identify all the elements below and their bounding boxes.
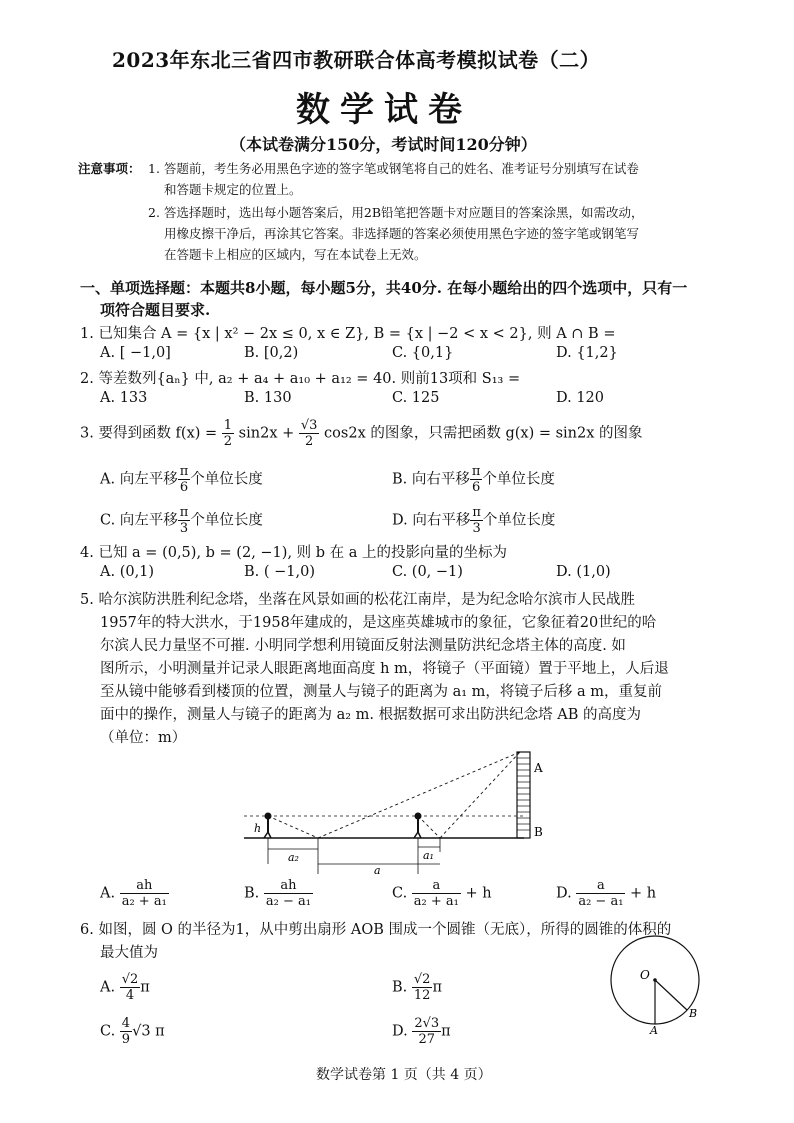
- radius-ob: [655, 980, 687, 1010]
- q2-option-d: D. 120: [556, 390, 605, 406]
- q1-option-b: B. [0,2): [244, 345, 299, 361]
- q6-option-a: [100, 972, 150, 1003]
- q6-d-label: D.: [392, 1023, 408, 1040]
- q5-d-den: a₂ − a₁: [578, 894, 624, 909]
- fig-label-h: h: [254, 822, 262, 835]
- q3-fraction-2: [299, 418, 320, 449]
- q5-a-fraction: [120, 878, 169, 909]
- q3-option-c: [100, 505, 263, 536]
- q3-d-pre: D. 向右平移: [392, 512, 471, 529]
- exam-title: 2023年东北三省四市教研联合体高考模拟试卷（二）: [112, 48, 601, 72]
- q2-stem: 2. 等差数列{aₙ} 中, a₂ + a₄ + a₁₀ + a₁₂ = 40. 则前13项和 S₁₃ =: [80, 371, 521, 387]
- q5-option-a: [100, 878, 169, 909]
- reflect-line-2: [440, 752, 520, 838]
- page-footer: 数学试卷第 1 页（共 4 页）: [316, 1067, 492, 1083]
- q3-stem-pre: 3. 要得到函数 f(x) =: [80, 425, 218, 442]
- q3-a-post: 个单位长度: [190, 471, 263, 488]
- q3-option-a: [100, 464, 263, 495]
- q3-d-num: π: [472, 505, 481, 520]
- q5-b-den: a₂ − a₁: [265, 894, 311, 909]
- note-1-line-2: 和答题卡规定的位置上。: [164, 182, 302, 197]
- q3-d-den: 3: [472, 521, 481, 536]
- q4-stem: 4. 已知 a = (0,5), b = (2, −1), 则 b 在 a 上的投影向量的坐标为: [80, 545, 508, 561]
- note-2-line-3: 在答题卡上相应的区域内，写在本试卷上无效。: [164, 247, 427, 262]
- q3-a-den: 6: [179, 480, 189, 495]
- q5-a-num: ah: [120, 878, 169, 894]
- q2-option-a: A. 133: [100, 390, 148, 406]
- tower-body: [517, 752, 530, 838]
- person-2: [414, 813, 421, 838]
- q3-c-post: 个单位长度: [190, 512, 263, 529]
- q6-line-1: 6. 如图，圆 O 的半径为1，从中剪出扇形 AOB 围成一个圆锥（无底），所得的圆锥的体积的: [80, 922, 672, 938]
- q6-d-fraction: [412, 1016, 441, 1047]
- q5-a-label: A.: [100, 885, 116, 902]
- q5-line-2: 1957年的特大洪水，于1958年建成的，是这座英雄城市的象征，它象征着20世纪的哈: [100, 615, 657, 631]
- q6-a-post: π: [140, 979, 150, 996]
- q3-d-post: 个单位长度: [482, 512, 556, 529]
- person-1: [264, 813, 271, 838]
- note-2-line-2: 用橡皮擦干净后，再涂其它答案。非选择题的答案必须使用黑色字迹的签字笔或钢笔写: [164, 226, 640, 241]
- q6-b-label: B.: [392, 979, 408, 996]
- q3-b-fraction: [470, 464, 483, 495]
- q1-option-c: C. {0,1}: [392, 345, 454, 361]
- section-heading-line-2: 项符合题目要求.: [100, 301, 211, 319]
- q6-option-c: [100, 1016, 165, 1047]
- q5-c-num: a: [412, 878, 461, 894]
- q5-c-fraction: [412, 878, 461, 909]
- q1-option-a: A. [ −1,0]: [100, 345, 171, 361]
- q3-c-fraction: [178, 505, 191, 536]
- q3-b-pre: B. 向右平移: [392, 471, 470, 488]
- q6-option-d: [392, 1016, 451, 1047]
- q3-a-pre: A. 向左平移: [100, 471, 178, 488]
- q5-d-post: + h: [630, 885, 657, 902]
- sight-line-1: [268, 816, 318, 838]
- q3-b-post: 个单位长度: [482, 471, 555, 488]
- q3-frac1-den: 2: [223, 434, 233, 449]
- q5-b-fraction: [264, 878, 313, 909]
- q6-d-post: π: [441, 1023, 451, 1040]
- q3-option-d: [392, 505, 555, 536]
- fig-label-A: A: [534, 761, 543, 775]
- q5-c-label: C.: [392, 885, 408, 902]
- notes-label: 注意事项：: [78, 161, 141, 176]
- q6-c-post: √3 π: [132, 1023, 165, 1040]
- section-heading-line-1: 一、单项选择题：本题共8小题，每小题5分，共40分. 在每小题给出的四个选项中，只有一: [80, 279, 688, 297]
- tower-hatching: [517, 758, 530, 830]
- q6-c-label: C.: [100, 1023, 116, 1040]
- q1-stem: 1. 已知集合 A = {x | x² − 2x ≤ 0, x ∈ Z}, B = {x | −2 < x < 2}, 则 A ∩ B =: [80, 326, 616, 342]
- q5-b-num: ah: [264, 878, 313, 894]
- center-point: [653, 978, 657, 982]
- q5-line-1: 5. 哈尔滨防洪胜利纪念塔，坐落在风景如画的松花江南岸，是为纪念哈尔滨市人民战胜: [80, 592, 635, 608]
- q6-d-den: 27: [418, 1032, 436, 1047]
- note-2-line-1: 2. 答选择题时，选出每小题答案后，用2B铅笔把答题卡对应题目的答案涂黑，如需改动，: [148, 205, 644, 220]
- q3-b-den: 6: [472, 480, 481, 495]
- q5-line-3: 尔滨人民力量坚不可摧. 小明同学想利用镜面反射法测量防洪纪念塔主体的高度. 如: [100, 638, 626, 654]
- q4-option-c: C. (0, −1): [392, 564, 463, 580]
- note-1-line-1: 1. 答题前，考生务必用黑色字迹的签字笔或钢笔将自己的姓名、准考证号分别填写在试卷: [148, 161, 639, 176]
- fig-label-a2: a₂: [288, 851, 299, 864]
- q5-c-post: + h: [465, 885, 492, 902]
- q3-b-num: π: [471, 464, 481, 479]
- q5-option-c: [392, 878, 492, 909]
- q3-a-fraction: [178, 464, 191, 495]
- exam-info: （本试卷满分150分，考试时间120分钟）: [230, 135, 537, 154]
- q6-b-fraction: [412, 972, 433, 1003]
- q6-a-label: A.: [100, 979, 116, 996]
- q4-option-b: B. ( −1,0): [244, 564, 316, 580]
- q3-c-num: π: [179, 505, 189, 520]
- q3-c-pre: C. 向左平移: [100, 512, 178, 529]
- q6-c-num: 4: [121, 1016, 131, 1031]
- q6-c-fraction: [120, 1016, 132, 1047]
- q3-term-1: sin2x +: [238, 425, 295, 442]
- fig-label-B: B: [534, 825, 543, 839]
- fig-label-a: a: [374, 864, 381, 877]
- q2-option-c: C. 125: [392, 390, 440, 406]
- q5-d-label: D.: [556, 885, 572, 902]
- sight-line-2: [418, 816, 440, 838]
- q5-c-den: a₂ + a₁: [413, 894, 459, 909]
- q5-option-d: [556, 878, 656, 909]
- q3-d-fraction: [470, 505, 483, 536]
- q5-b-label: B.: [244, 885, 260, 902]
- q6-line-2: 最大值为: [100, 945, 158, 961]
- q3-stem: [80, 418, 643, 449]
- fig-label-a1: a₁: [423, 849, 434, 862]
- q6-d-num: 2√3: [414, 1016, 440, 1031]
- q6-c-den: 9: [121, 1032, 131, 1047]
- q6-a-den: 4: [125, 988, 135, 1003]
- fig-label-O: O: [640, 968, 650, 982]
- q3-a-num: π: [179, 464, 189, 479]
- fig-label-B: B: [689, 1007, 698, 1020]
- q5-d-num: a: [576, 878, 625, 894]
- q3-option-b: [392, 464, 555, 495]
- q5-line-6: 面中的操作，测量人与镜子的距离为 a₂ m. 根据数据可求出防洪纪念塔 AB 的高度为: [100, 707, 641, 723]
- q3-fraction-1: [222, 418, 234, 449]
- fig-label-A: A: [650, 1024, 658, 1035]
- q6-a-fraction: [120, 972, 141, 1003]
- q5-line-4: 图所示，小明测量并记录人眼距离地面高度 h m，将镜子（平面镜）置于平地上，人后退: [100, 661, 669, 677]
- q3-frac2-den: 2: [305, 434, 314, 449]
- q3-frac1-num: 1: [223, 418, 233, 433]
- q5-d-fraction: [576, 878, 625, 909]
- q4-option-a: A. (0,1): [100, 564, 155, 580]
- q3-term-2: cos2x 的图象，只需把函数 g(x) = sin2x 的图象: [324, 425, 643, 442]
- q6-b-num: √2: [413, 972, 431, 987]
- q5-option-b: [244, 878, 313, 909]
- subject-title: 数学试卷: [296, 90, 472, 130]
- q5-line-7: （单位：m）: [100, 730, 187, 746]
- q6-b-den: 12: [413, 988, 431, 1003]
- q2-option-b: B. 130: [244, 390, 292, 406]
- q5-a-den: a₂ + a₁: [121, 894, 167, 909]
- q5-line-5: 至从镜中能够看到楼顶的位置，测量人与镜子的距离为 a₁ m，将镜子后移 a m，重复前: [100, 684, 663, 700]
- q3-frac2-num: √3: [300, 418, 318, 433]
- q6-b-post: π: [432, 979, 442, 996]
- q3-c-den: 3: [179, 521, 189, 536]
- q1-option-d: D. {1,2}: [556, 345, 618, 361]
- q5-tower-figure: [240, 744, 560, 878]
- q4-option-d: D. (1,0): [556, 564, 611, 580]
- q6-circle-figure: [600, 935, 720, 1035]
- q6-option-b: [392, 972, 442, 1003]
- q6-a-num: √2: [121, 972, 139, 987]
